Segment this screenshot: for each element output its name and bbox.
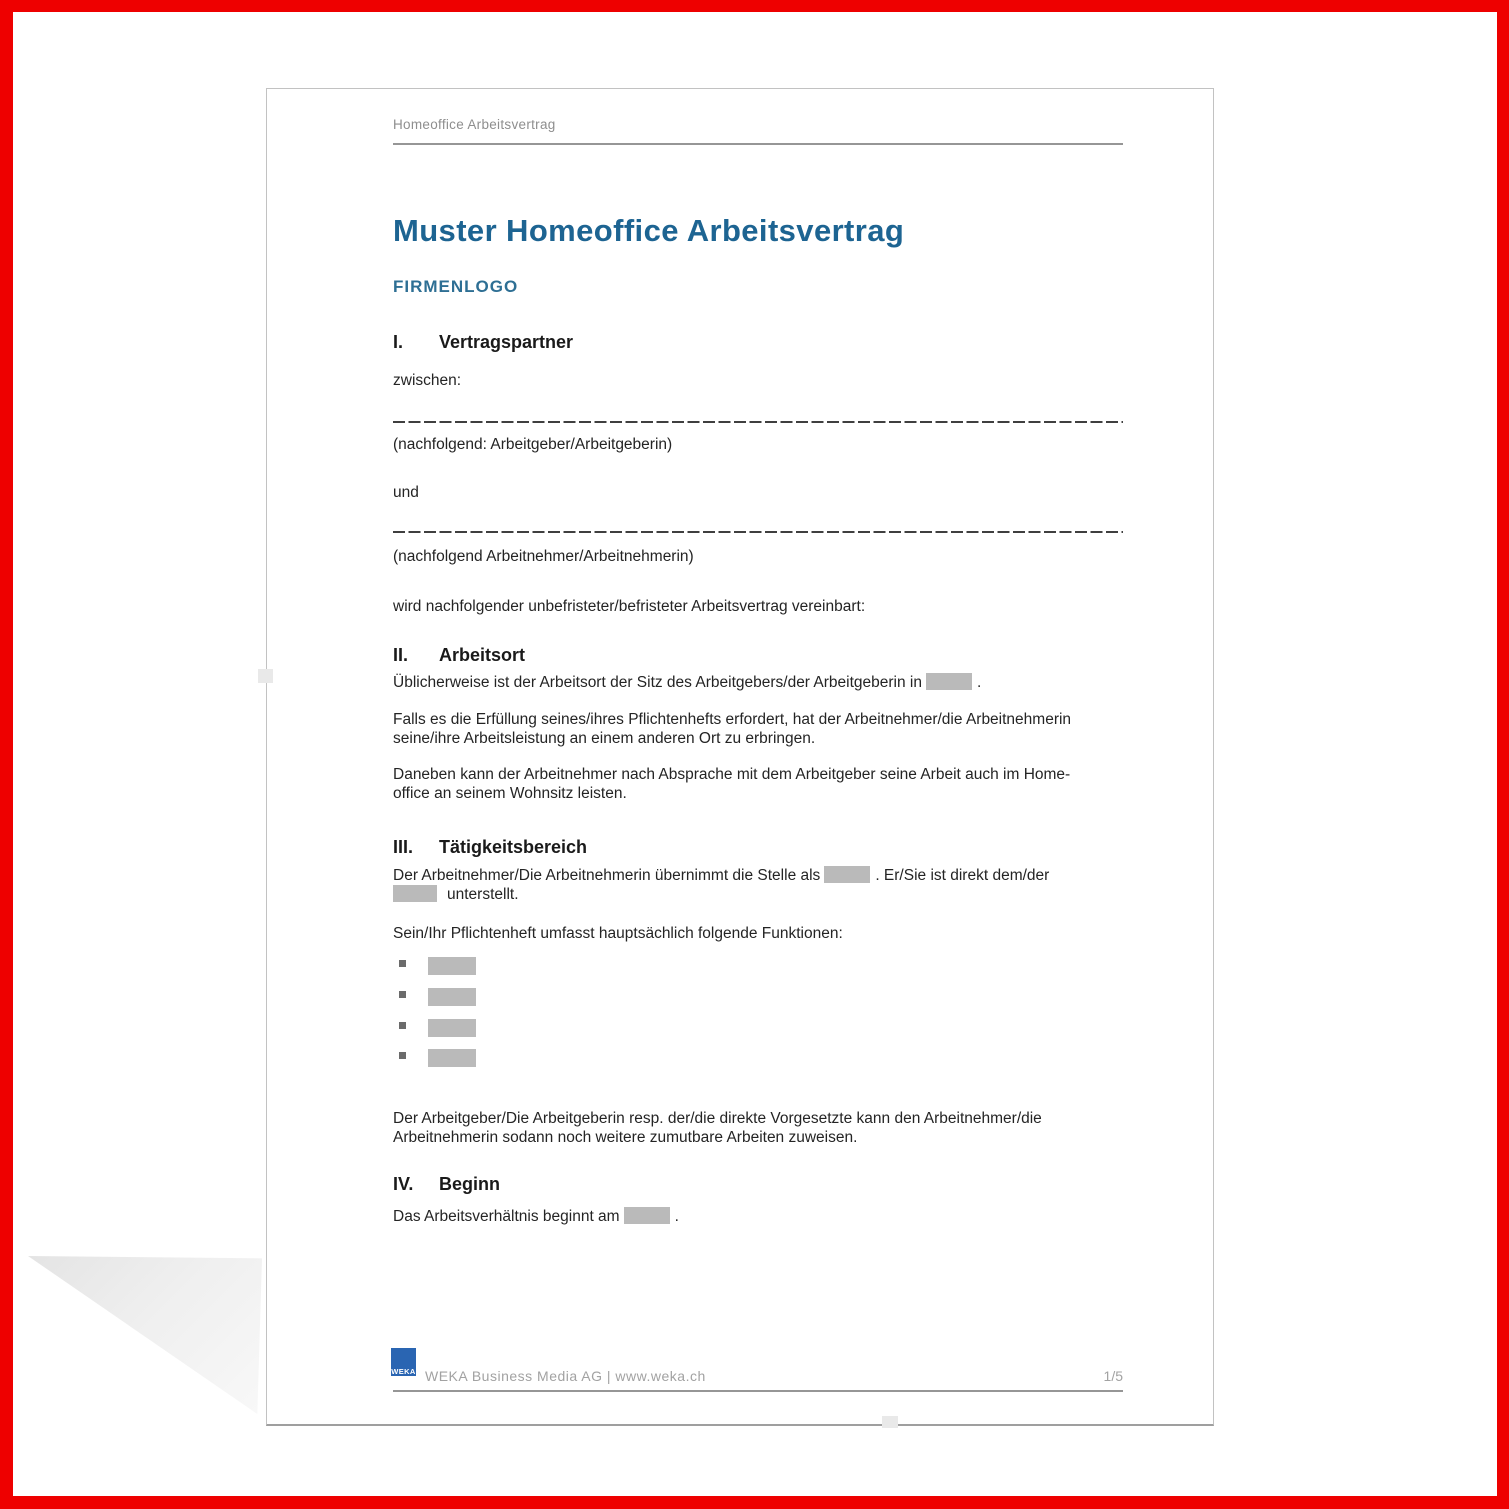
paragraph-stelle — [393, 866, 1049, 904]
section-title: Arbeitsort — [439, 645, 526, 665]
section-title: Vertragspartner — [439, 332, 574, 352]
square-bullet-icon — [399, 960, 406, 967]
section-number: I. — [393, 332, 404, 352]
text-segment: . Er/Sie ist direkt dem/der — [875, 867, 1050, 884]
text-segment: . — [977, 674, 982, 691]
text-line: seine/ihre Arbeitsleistung an einem anderen Ort zu erbringen. — [393, 730, 816, 747]
fill-in-line-employee — [393, 531, 1123, 533]
paragraph-beginn — [393, 1207, 679, 1226]
paragraph-pflichtenheft: Sein/Ihr Pflichtenheft umfasst hauptsächlich folgende Funktionen: — [393, 925, 843, 942]
text-segment: . — [674, 1208, 679, 1225]
section-heading-beginn — [393, 1174, 500, 1195]
company-logo-placeholder: FIRMENLOGO — [393, 277, 519, 296]
paragraph-arbeitsort-3 — [393, 765, 1070, 803]
text-segment: Üblicherweise ist der Arbeitsort der Sitz des Arbeitgebers/der Arbeitgeberin in — [393, 674, 922, 691]
section-number: IV. — [393, 1174, 414, 1194]
running-header: Homeoffice Arbeitsvertrag — [393, 117, 556, 132]
redacted-supervisor-field — [393, 885, 437, 902]
redacted-function-field — [428, 988, 476, 1006]
square-bullet-icon — [399, 991, 406, 998]
square-bullet-icon — [399, 1052, 406, 1059]
document-page — [266, 88, 1214, 1426]
redacted-position-field — [824, 866, 870, 883]
text-line — [393, 866, 1049, 885]
text-segment: unterstellt. — [447, 886, 519, 903]
section-number: II. — [393, 645, 409, 665]
redacted-function-field — [428, 1019, 476, 1037]
text-line: Falls es die Erfüllung seines/ihres Pflichtenhefts erfordert, hat der Arbeitnehmer/die Arbeitnehmerin — [393, 711, 1072, 728]
section-title: Beginn — [439, 1174, 500, 1194]
text-segment: Der Arbeitnehmer/Die Arbeitnehmerin übernimmt die Stelle als — [393, 867, 821, 884]
text-line — [393, 885, 1049, 904]
paragraph-arbeitsort-1 — [393, 673, 981, 692]
header-rule — [393, 143, 1123, 145]
section-title: Tätigkeitsbereich — [439, 837, 588, 857]
frame-border-left — [0, 0, 13, 1509]
text-line: Daneben kann der Arbeitnehmer nach Absprache mit dem Arbeitgeber seine Arbeit auch im Home- — [393, 766, 1071, 783]
footer-company-text: WEKA Business Media AG | www.weka.ch — [425, 1368, 706, 1384]
weka-logo-text: WEKA — [391, 1367, 416, 1376]
redacted-function-field — [428, 957, 476, 975]
paragraph-weitere-arbeiten — [393, 1109, 1042, 1147]
fill-in-line-employer — [393, 421, 1123, 423]
paragraph-contract-intro: wird nachfolgender unbefristeter/befristeter Arbeitsvertrag vereinbart: — [393, 598, 866, 615]
text-line: office an seinem Wohnsitz leisten. — [393, 785, 627, 802]
frame-border-bottom — [0, 1496, 1509, 1509]
redacted-date-field — [624, 1207, 670, 1224]
paragraph-arbeitsort-2 — [393, 710, 1071, 748]
document-title: Muster Homeoffice Arbeitsvertrag — [393, 213, 905, 248]
text-line: Arbeitnehmerin sodann noch weitere zumutbare Arbeiten zuweisen. — [393, 1129, 858, 1146]
section-number: III. — [393, 837, 414, 857]
page-number: 1/5 — [1103, 1368, 1123, 1384]
section-heading-taetigkeitsbereich — [393, 837, 587, 858]
square-bullet-icon — [399, 1022, 406, 1029]
frame-border-top — [0, 0, 1509, 12]
redacted-location-field — [926, 673, 972, 690]
selection-handle-bottom — [882, 1416, 898, 1428]
text-line: Der Arbeitgeber/Die Arbeitgeberin resp. der/die direkte Vorgesetzte kann den Arbeitnehmer/die — [393, 1110, 1042, 1127]
redacted-function-field — [428, 1049, 476, 1067]
function-list-item — [399, 1049, 476, 1067]
paragraph-und: und — [393, 484, 419, 501]
paragraph-employer-note: (nachfolgend: Arbeitgeber/Arbeitgeberin) — [393, 436, 673, 453]
paragraph-zwischen: zwischen: — [393, 372, 462, 389]
paragraph-employee-note: (nachfolgend Arbeitnehmer/Arbeitnehmerin) — [393, 548, 694, 565]
section-heading-vertragspartner — [393, 332, 573, 353]
text-segment: Das Arbeitsverhältnis beginnt am — [393, 1208, 620, 1225]
function-list-item — [399, 988, 476, 1006]
frame-border-right — [1497, 0, 1509, 1509]
selection-handle-left — [258, 669, 273, 683]
footer-rule — [393, 1390, 1123, 1392]
function-list-item — [399, 957, 476, 975]
page-curl-shadow — [28, 1256, 262, 1414]
function-list-item — [399, 1019, 476, 1037]
section-heading-arbeitsort — [393, 645, 525, 666]
